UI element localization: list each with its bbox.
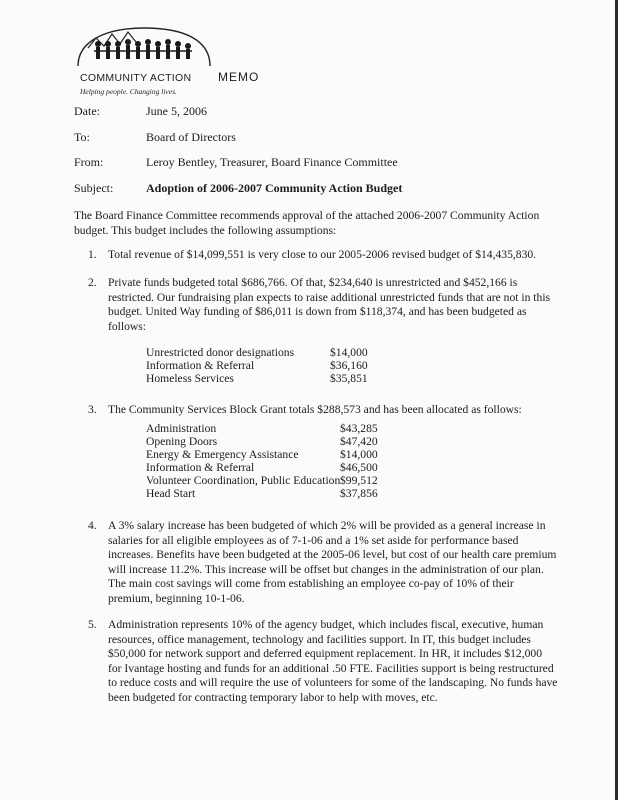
subject-value: Adoption of 2006-2007 Community Action Budget <box>146 181 403 195</box>
table-row-label: Information & Referral <box>146 461 255 474</box>
item-number: 5. <box>88 618 97 631</box>
memo-title: MEMO <box>218 70 260 84</box>
table-row-label: Opening Doors <box>146 435 218 448</box>
date-value: June 5, 2006 <box>146 104 207 118</box>
item-number: 2. <box>88 276 97 289</box>
date-label: Date: <box>74 104 100 118</box>
table-row-amount: $36,160 <box>330 359 368 372</box>
community-action-logo <box>74 22 214 102</box>
table-row-label: Energy & Emergency Assistance <box>146 448 299 461</box>
table-row-amount: $46,500 <box>340 461 378 474</box>
table-row-label: Volunteer Coordination, Public Education <box>146 474 341 487</box>
intro-paragraph: The Board Finance Committee recommends approval of the attached 2006-2007 Community Action budget. This budget includes the following assumptions: <box>74 209 540 237</box>
table-row-label: Information & Referral <box>146 359 255 372</box>
table-row-label: Homeless Services <box>146 372 234 385</box>
table-row-amount: $47,420 <box>340 435 378 448</box>
table-row-amount: $37,856 <box>340 487 378 500</box>
from-label: From: <box>74 155 104 169</box>
table-row-amount: $14,000 <box>340 448 378 461</box>
item-text: A 3% salary increase has been budgeted of which 2% will be provided as a general increase in salaries for all eligible employees as of 7-1-06 and a 1% set aside for performance based increases. Benefits have been budgeted at the 2005-06 level, but cost of our health care premium will increase 11.2%. This increase will be offset but changes in the administration of our plan. The main cost savings will come from establishing an employee co-pay of 10% of their premium, beginning 10-1-06. <box>108 519 557 605</box>
item-text: Total revenue of $14,099,551 is very close to our 2005-2006 revised budget of $14,435,830. <box>108 248 537 261</box>
item-number: 1. <box>88 248 97 261</box>
to-label: To: <box>74 130 90 144</box>
table-row-amount: $99,512 <box>340 474 378 487</box>
item-text: Administration represents 10% of the agency budget, which includes fiscal, executive, human resources, office management, technology and facilities support. In IT, this budget includes $50,000 for network support and deferred equipment replacement. In HR, it includes $12,000 for Ivantage hosting and funds for an additional .50 FTE. Facilities support is being restructured to reduce costs and will require the use of volunteers for some of the landscaping. No funds have been budgeted for contracting temporary labor to help with moves, etc. <box>108 618 558 704</box>
from-value: Leroy Bentley, Treasurer, Board Finance Committee <box>146 155 398 169</box>
table-row-amount: $14,000 <box>330 346 368 359</box>
item-text: Private funds budgeted total $686,766. Of that, $234,640 is unrestricted and $452,166 is restricted. Our fundraising plan expects to raise additional unrestricted funds that are not in this budget. United Way funding of $86,011 is down from $118,374, and has been budgeted as follows: <box>108 276 551 333</box>
item-text: The Community Services Block Grant totals $288,573 and has been allocated as follows: <box>108 403 522 416</box>
table-row-label: Unrestricted donor designations <box>146 346 295 359</box>
logo-people-icon <box>74 22 214 78</box>
item-number: 4. <box>88 519 97 532</box>
to-value: Board of Directors <box>146 130 236 144</box>
table-row-amount: $35,851 <box>330 372 368 385</box>
logo-org-name: COMMUNITY ACTION <box>80 72 192 84</box>
logo-tagline: Helping people. Changing lives. <box>80 87 177 96</box>
table-row-amount: $43,285 <box>340 422 378 435</box>
table-row-label: Head Start <box>146 487 196 500</box>
item-number: 3. <box>88 403 97 416</box>
table-row-label: Administration <box>146 422 217 435</box>
subject-label: Subject: <box>74 181 114 195</box>
